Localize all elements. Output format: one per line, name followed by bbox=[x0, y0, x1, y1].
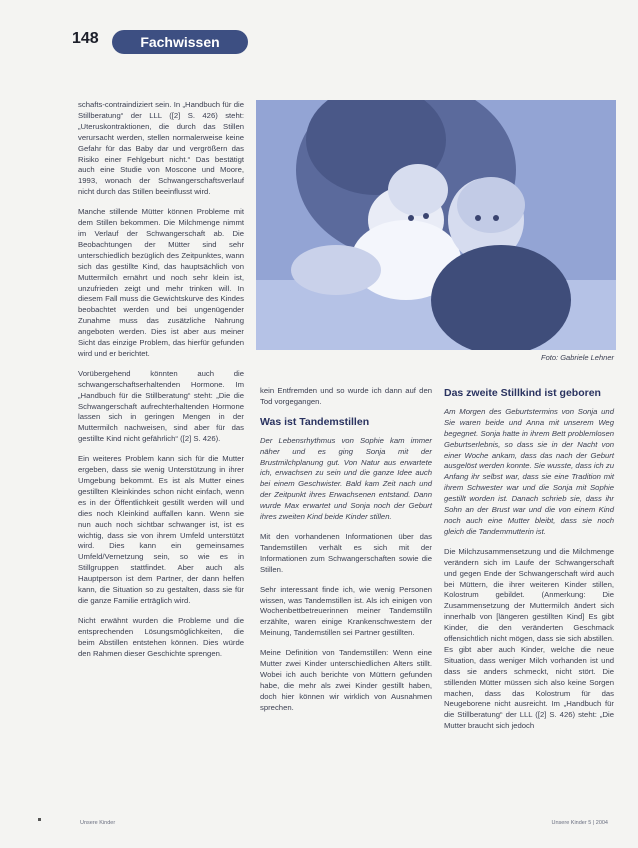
paragraph: schafts-contraindiziert sein. In „Handbuch für die Stillberatung“ der LLL ([2] S. 426) steht: „Uteruskontraktionen, die durch das Stillen verursacht werden, stellen normalerweise keine Gefahr für das Baby dar und vergrößern das Risiko einer Fehlgeburt nicht.“ Das bestätigt auch eine Studie von Moscone und Moore, 1993, wonach der Schwangerschaftsverlauf nicht durch das Stillen beeinflusst wird. bbox=[78, 100, 244, 197]
photo-illustration bbox=[256, 100, 616, 350]
paragraph: Mit den vorhandenen Informationen über das Tandemstillen verhält es sich mit der Informationen zum Schwangerschaften sowie die Stillen. bbox=[260, 531, 432, 574]
italic-paragraph: Der Lebensrhythmus von Sophie kam immer näher und es ging Sonja mit der Brustmilchplanung gut. Von Natur aus erwartete ich, erwachsen zu sein und die ganze Idee auch bei einem Geschwister. Bald kam Zeit nach und der Zeitpunkt ihres Erwachsenen entstand. Dann wurde Max erwartet und Sonja noch der Geburt ihres zweiten Kind beide Kinder stillen. bbox=[260, 435, 432, 522]
section-heading: Das zweite Stillkind ist geboren bbox=[444, 387, 601, 399]
paragraph: Sehr interessant finde ich, wie wenig Personen wissen, was Tandemstillen ist. Als ich einigen von Wochenbettbetreuerinnen meiner Tandemstilln erzählte, waren einige Krankenschwestern der Meinung, Tandemstillen sei Partner gestillten. bbox=[260, 584, 432, 638]
section-heading: Was ist Tandemstillen bbox=[260, 415, 370, 428]
page-number: 148 bbox=[72, 30, 99, 47]
paragraph: Ein weiteres Problem kann sich für die Mutter ergeben, dass sie wenig Unterstützung in ihrer Umgebung bekommt. Es ist als Mutter eines gestillten Kleinkindes schon nicht einfach, wenn es in der Öffentlichkeit gestillt werden will und dies noch Kleinkind auffallen kann. Wenn sie nun auch noch sichtbar schwanger ist, ist es wichtig, dass sie von ihrem Umfeld unterstützt wird. Dies kann ein gemeinsames Umfeld/Vernetzung sein, so wie es in Stillgruppen stattfindet. Aber auch als Hauptperson ist dem Partner, der dann helfen kann, die Situation so zu gestalten, dass sie für die ganze Familie erträglich wird. bbox=[78, 454, 244, 605]
registration-mark bbox=[38, 818, 41, 821]
paragraph: Vorübergehend könnten auch die schwangerschaftserhaltenden Hormone. Im „Handbuch für die Stillberatung“ steht: „Die die Schwangerschaft aufrechterhaltenden Hormone lassen sich in geringen Mengen in der Muttermilch nachweisen, sind aber für das gestillte Kind nicht gefährlich“ ([2] S. 426). bbox=[78, 368, 244, 444]
text-column-middle bbox=[260, 386, 432, 723]
text-column-right bbox=[444, 384, 614, 741]
paragraph: Nicht erwähnt wurden die Probleme und die entsprechenden Lösungsmöglichkeiten, die beim Abstillen entstehen können. Dies würde den Rahmen dieser Geschichte sprengen. bbox=[78, 615, 244, 658]
section-title: Fachwissen bbox=[140, 34, 220, 50]
paragraph: kein Entfremden und so wurde ich dann auf den Tod vorgegangen. bbox=[260, 386, 432, 406]
italic-paragraph: Am Morgen des Geburtstermins von Sonja und Sie waren beide und Anna mit unserem Weg begegnet. Sonja hatte in ihrem Bett problemlosen Geburtserlebnis, so dass sie in der Nacht von einer Woche ankam, dass das nach der Geburt ausgelöst werden konnte. Sie wusste, dass ich zu Anfang ihr selbst war, dass sie eine Tradition mit ihrem Schwester war und die Sonja mit Sophie gestillt worden ist. Danach schrieb sie, dass ihr Sohn an der Brust war und die von einem Kind noch auch eine Mutter bleibt, dass sie noch gleich die Tandemmutterin ist. bbox=[444, 406, 614, 536]
mother-children-photo bbox=[256, 100, 616, 350]
paragraph: Die Milchzusammensetzung und die Milchmenge verändern sich im Laufe der Schwangerschaft und gegen Ende der Schwangerschaft wird auch bei Müttern, die ihrer weiteren Kinder stillen, Kolostrum gebildet. (Anmerkung: Die Zusammensetzung der Muttermilch ändert sich innerhalb von [längeren gestillten Kind] Es gibt Kinder, die den veränderten Geschmack offensichtlich nicht mögen, dass sie sich abstillen. Es gibt aber auch Kinder, welche die neue Situation, dass weniger Milch vorhanden ist und dass sie anders schmeckt, nicht stört. Die stillenden Mütter müssen sich also keine Sorgen machen, dass das Kolostrum für das Neugeborene nicht ausreicht. Im „Handbuch für die Stillberatung“ der LLL ([2] S. 426) steht: „Die Mutter braucht sich jedoch bbox=[444, 546, 614, 731]
paragraph: Manche stillende Mütter können Probleme mit dem Stillen bekommen. Die Milchmenge nimmt im Verlauf der Schwangerschaft ab. Die Beobachtungen der Mütter sind sehr unterschiedlich bezüglich des Zeitpunktes, wann sich das gestillte Kind, das hauptsächlich von Muttermilch ernährt und noch sehr klein ist, unzufrieden zeigt und mehr trinken will. In diesem Fall muss die Gewichtskurve des Kindes beobachtet werden und bei ungenügender Zunahme muss das zusätzliche Nahrung angeboten werden. Dies ist aber aus meiner Sicht das einzige Problem, das hierfür gefunden wird und er berichtet. bbox=[78, 207, 244, 358]
photo-caption: Foto: Gabriele Lehner bbox=[541, 353, 614, 362]
footer-left: Unsere Kinder bbox=[80, 820, 116, 826]
text-column-left bbox=[78, 100, 244, 669]
paragraph: Meine Definition von Tandemstillen: Wenn eine Mutter zwei Kinder unterschiedlichen Alters stillt. Wobei ich auch berichte von Müttern gefunden habe, die mehr als zwei Kinder gestillt haben, doch hier können wir wirklich von Ausnahmen sprechen. bbox=[260, 648, 432, 712]
footer-right: Unsere Kinder 5 | 2004 bbox=[551, 820, 608, 826]
section-banner bbox=[112, 30, 248, 54]
